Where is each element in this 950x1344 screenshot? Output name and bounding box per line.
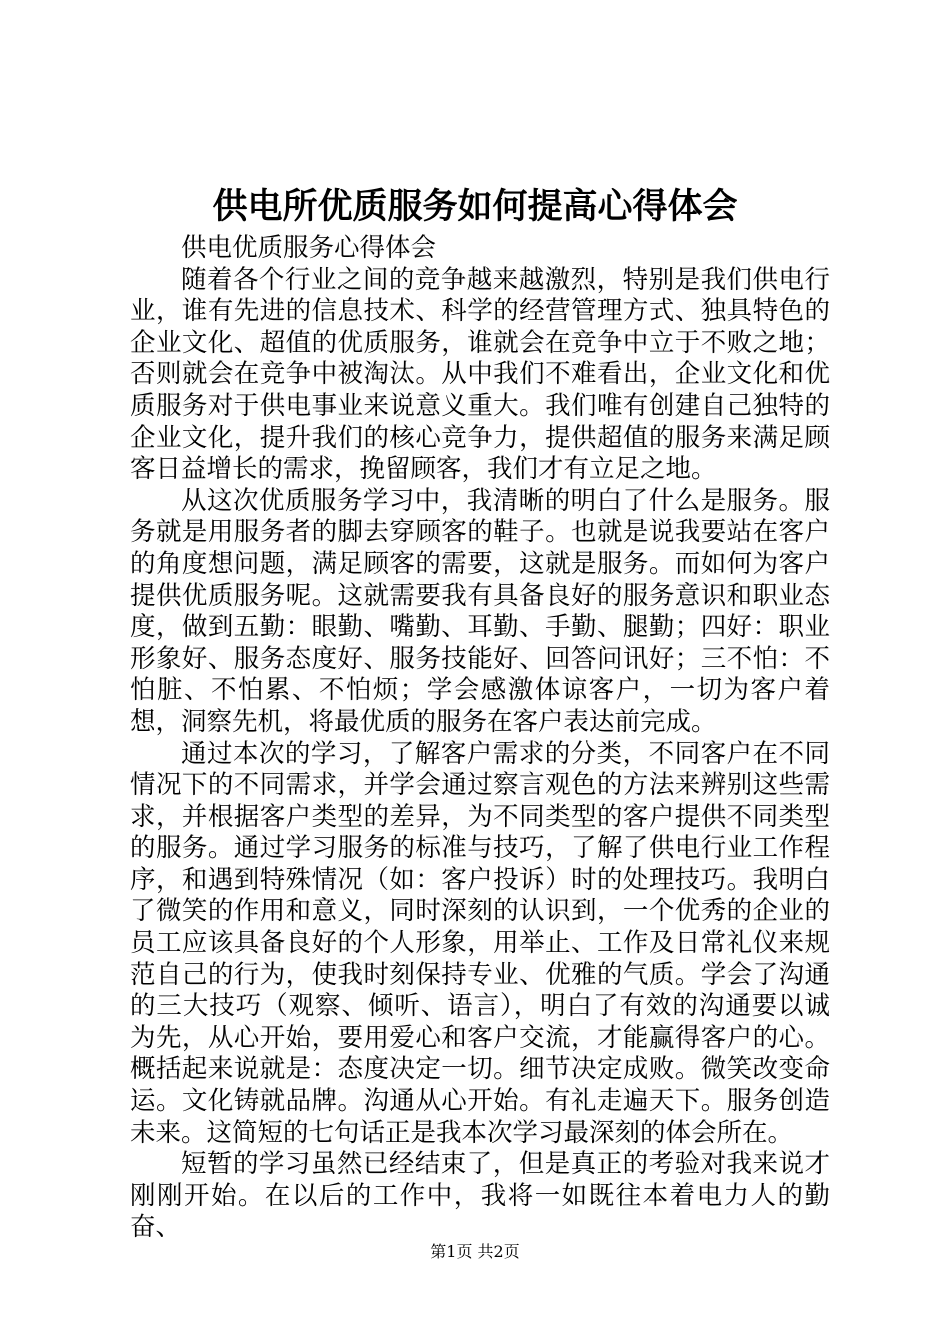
paragraph-subtitle: 供电优质服务心得体会 [181, 233, 437, 263]
document-body [130, 233, 830, 1244]
page-number-footer: 第1页 共2页 [430, 1242, 520, 1261]
paragraph-4: 短暂的学习虽然已经结束了，但是真正的考验对我来说才刚刚开始。在以后的工作中，我将一如既往本着电力人的勤奋、 [130, 1149, 830, 1243]
paragraph-3: 通过本次的学习，了解客户需求的分类，不同客户在不同情况下的不同需求，并学会通过察言观色的方法来辨别这些需求，并根据客户类型的差异，为不同类型的客户提供不同类型的服务。通过学习服务的标准与技巧，了解了供电行业工作程序，和遇到特殊情况（如：客户投诉）时的处理技巧。我明白了微笑的作用和意义，同时深刻的认识到，一个优秀的企业的员工应该具备良好的个人形象，用举止、工作及日常礼仪来规范自己的行为，使我时刻保持专业、优雅的气质。学会了沟通的三大技巧（观察、倾听、语言），明白了有效的沟通要以诚为先，从心开始，要用爱心和客户交流，才能赢得客户的心。概括起来说就是：态度决定一切。细节决定成败。微笑改变命运。文化铸就品牌。沟通从心开始。有礼走遍天下。服务创造未来。这简短的七句话正是我本次学习最深刻的体会所在。 [130, 738, 830, 1148]
paragraph-2: 从这次优质服务学习中，我清晰的明白了什么是服务。服务就是用服务者的脚去穿顾客的鞋子。也就是说我要站在客户的角度想问题，满足顾客的需要，这就是服务。而如何为客户提供优质服务呢。这就需要我有具备良好的服务意识和职业态度，做到五勤：眼勤、嘴勤、耳勤、手勤、腿勤；四好：职业形象好、服务态度好、服务技能好、回答问讯好；三不怕：不怕脏、不怕累、不怕烦；学会感激体谅客户，一切为客户着想，洞察先机，将最优质的服务在客户表达前完成。 [130, 485, 830, 737]
paragraph-1: 随着各个行业之间的竞争越来越激烈，特别是我们供电行业，谁有先进的信息技术、科学的经营管理方式、独具特色的企业文化、超值的优质服务，谁就会在竞争中立于不败之地；否则就会在竞争中被淘汰。从中我们不难看出，企业文化和优质服务对于供电事业来说意义重大。我们唯有创建自己独特的企业文化，提升我们的核心竞争力，提供超值的服务来满足顾客日益增长的需求，挽留顾客，我们才有立足之地。 [130, 264, 830, 485]
document-title: 供电所优质服务如何提高心得体会 [212, 186, 738, 227]
